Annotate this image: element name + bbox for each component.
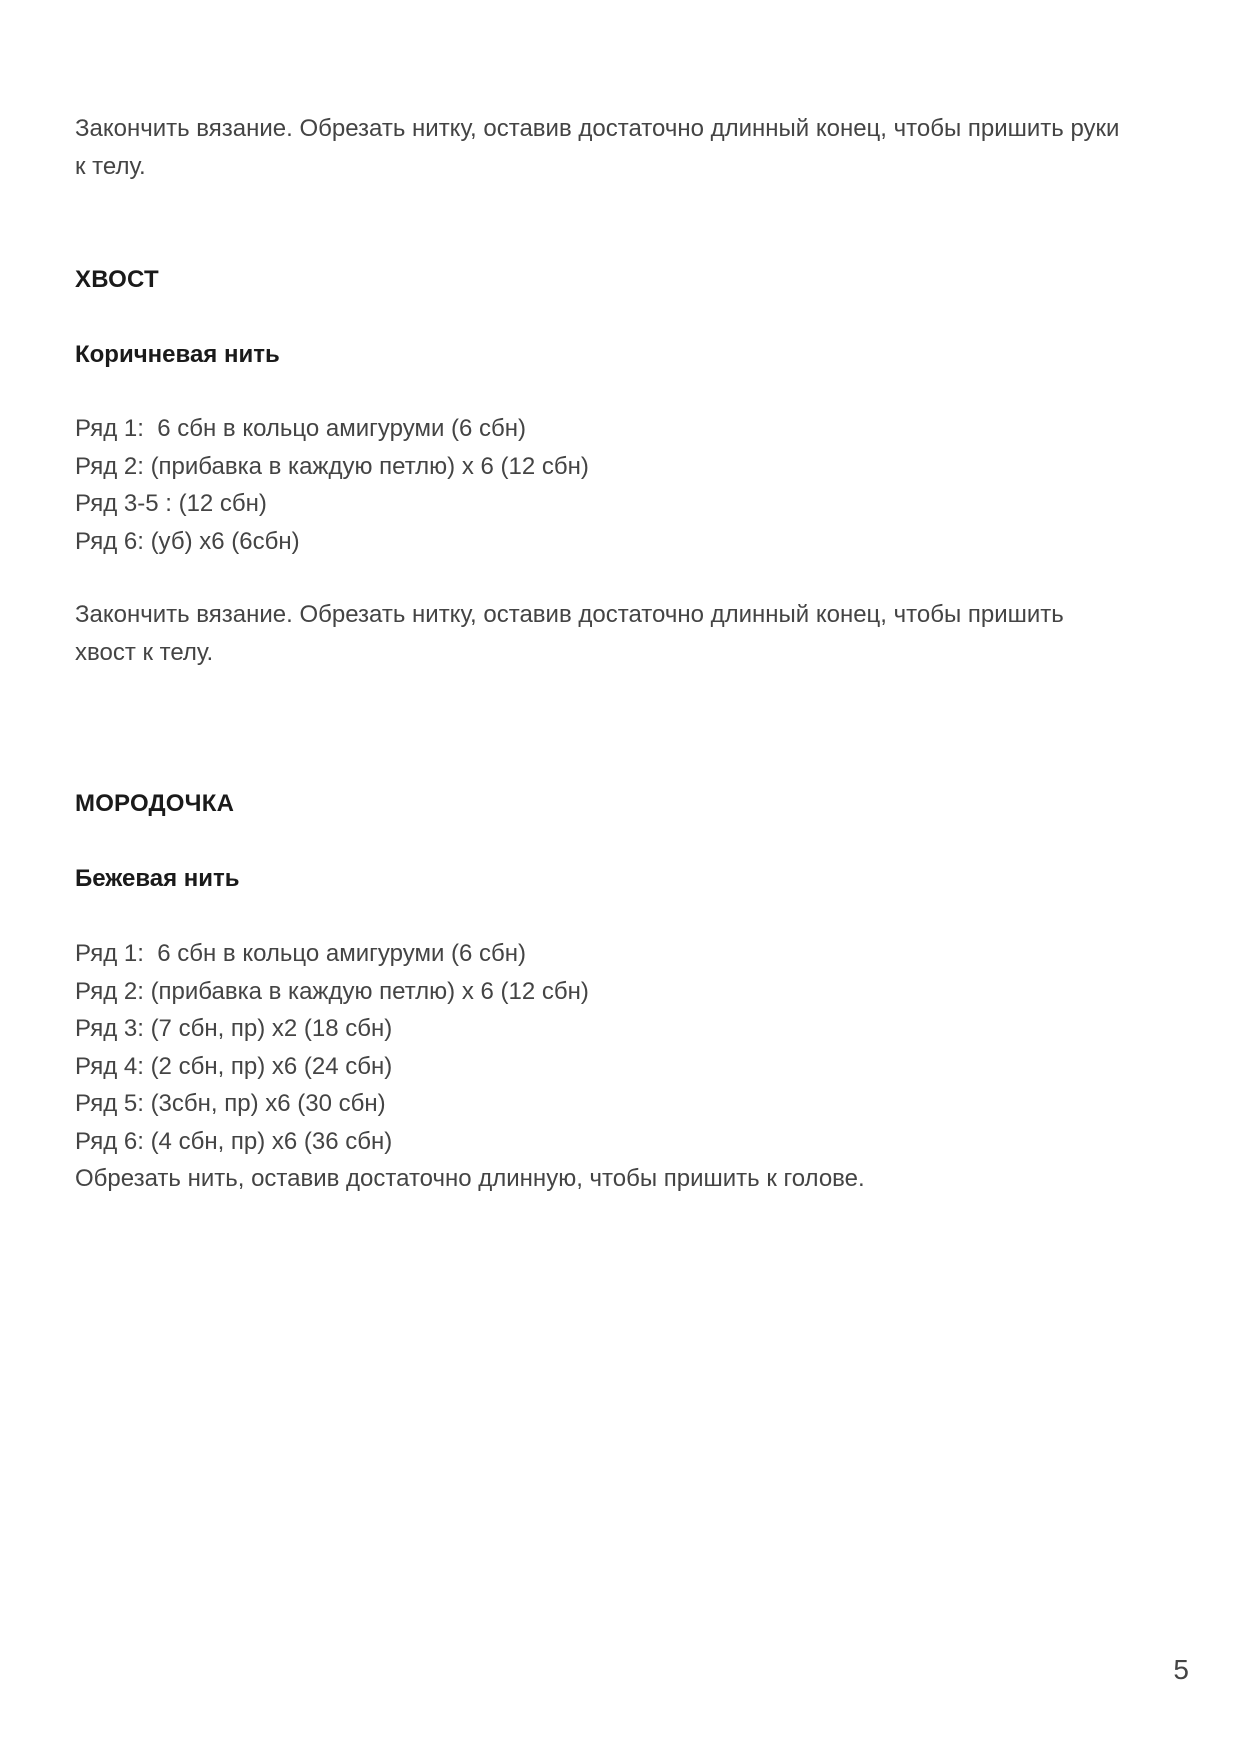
intro-paragraph [75, 110, 1185, 185]
tail-finish-line: Закончить вязание. Обрезать нитку, оставив достаточно длинный конец, чтобы пришить [75, 601, 1064, 628]
intro-line: Закончить вязание. Обрезать нитку, оставив достаточно длинный конец, чтобы пришить руки [75, 115, 1120, 142]
tail-section-title: ХВОСТ [75, 266, 159, 293]
pattern-row: Ряд 1: 6 сбн в кольцо амигуруми (6 сбн) [75, 415, 527, 442]
pattern-row: Ряд 2: (прибавка в каждую петлю) х 6 (12 сбн) [75, 977, 589, 1005]
tail-yarn-label: Коричневая нить [75, 341, 280, 368]
pattern-row: Ряд 6: (4 сбн, пр) х6 (36 сбн) [75, 1127, 393, 1155]
tail-finish-paragraph [75, 596, 1185, 671]
pattern-row: Ряд 4: (2 сбн, пр) х6 (24 сбн) [75, 1052, 393, 1080]
intro-line: к телу. [75, 152, 146, 180]
muzzle-yarn-label: Бежевая нить [75, 865, 240, 892]
muzzle-rows-list [75, 935, 1185, 1198]
tail-rows-list [75, 410, 1185, 560]
pattern-row: Ряд 3-5 : (12 сбн) [75, 490, 267, 517]
pattern-row: Ряд 3: (7 сбн, пр) х2 (18 сбн) [75, 1015, 393, 1042]
pattern-row: Ряд 5: (3сбн, пр) х6 (30 сбн) [75, 1090, 386, 1117]
page-number: 5 [1173, 1654, 1189, 1685]
pattern-row: Ряд 6: (уб) х6 (6сбн) [75, 527, 300, 555]
pattern-row: Обрезать нить, оставив достаточно длинную, чтобы пришить к голове. [75, 1165, 865, 1192]
tail-finish-line: хвост к телу. [75, 638, 214, 666]
pattern-row: Ряд 2: (прибавка в каждую петлю) х 6 (12 сбн) [75, 452, 589, 480]
muzzle-section-title: МОРОДОЧКА [75, 790, 235, 817]
pattern-row: Ряд 1: 6 сбн в кольцо амигуруми (6 сбн) [75, 940, 527, 967]
